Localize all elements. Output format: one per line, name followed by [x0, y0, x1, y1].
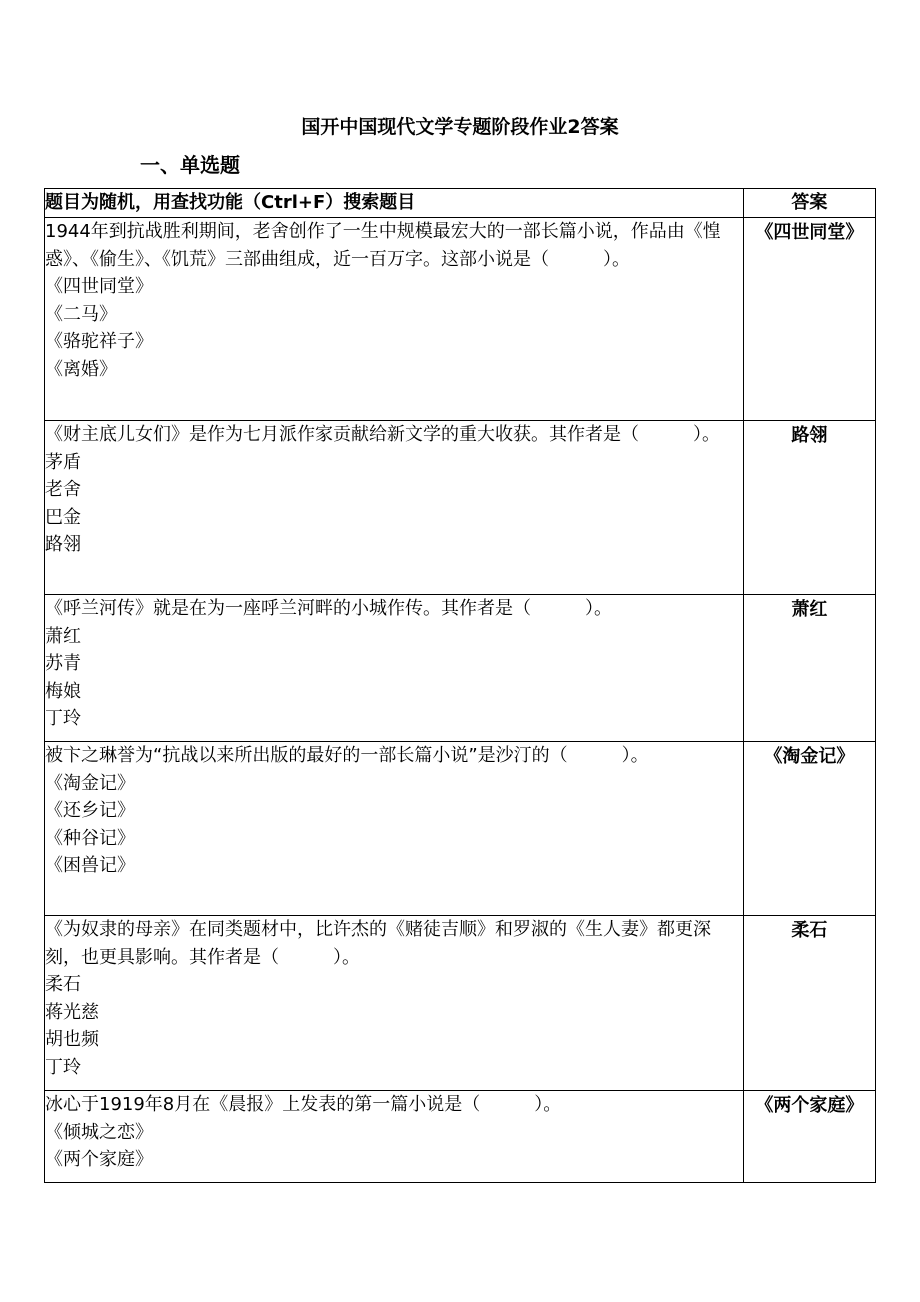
table-row	[45, 595, 876, 742]
question-cell	[45, 595, 744, 742]
question-text: 被卞之琳誉为“抗战以来所出版的最好的一部长篇小说”是沙汀的（ ）。	[45, 745, 649, 766]
question-cell	[45, 742, 744, 916]
option-text: 《倾城之恋》	[45, 1121, 153, 1143]
option-text: 《还乡记》	[45, 800, 135, 821]
question-cell	[45, 421, 744, 595]
question-cell	[45, 218, 744, 421]
option-text: 胡也频	[45, 1029, 99, 1050]
table-row	[45, 1091, 876, 1183]
answer-cell: 路翎	[743, 421, 875, 595]
table-row	[45, 916, 876, 1091]
option-text: 《种谷记》	[45, 827, 135, 849]
answer-cell: 萧红	[743, 595, 875, 742]
table-row	[45, 742, 876, 916]
answer-column-header: 答案	[743, 189, 875, 218]
option-text: 老舍	[45, 479, 81, 500]
question-column-header: 题目为随机，用查找功能（Ctrl+F）搜索题目	[45, 189, 744, 218]
table-row	[45, 218, 876, 421]
question-text: 《财主底儿女们》是作为七月派作家贡献给新文学的重大收获。其作者是（ ）。	[45, 424, 720, 445]
option-text: 茅盾	[45, 451, 81, 473]
option-text: 丁玲	[45, 708, 81, 729]
option-text: 巴金	[45, 506, 81, 528]
option-text: 《困兽记》	[45, 855, 135, 876]
answer-cell: 《四世同堂》	[743, 218, 875, 421]
option-text: 《二马》	[45, 303, 117, 325]
option-text: 《离婚》	[45, 358, 117, 380]
option-text: 萧红	[45, 625, 81, 647]
option-text: 《骆驼祥子》	[45, 331, 153, 352]
question-text: 《为奴隶的母亲》在同类题材中，比许杰的《赌徒吉顺》和罗淑的《生人妻》都更深刻，也更具影响。其作者是（ ）。	[45, 919, 711, 968]
document-title: 国开中国现代文学专题阶段作业2答案	[301, 116, 619, 138]
question-text: 《呼兰河传》就是在为一座呼兰河畔的小城作传。其作者是（ ）。	[45, 598, 612, 619]
option-text: 柔石	[45, 974, 81, 995]
option-text: 丁玲	[45, 1056, 81, 1078]
question-answer-table	[44, 188, 876, 1183]
section-heading: 一、单选题	[140, 153, 240, 177]
option-text: 路翎	[45, 534, 81, 555]
answer-cell: 柔石	[743, 916, 875, 1091]
question-cell	[45, 916, 744, 1091]
option-text: 《四世同堂》	[45, 276, 153, 297]
option-text: 《淘金记》	[45, 772, 135, 794]
table-row	[45, 421, 876, 595]
option-text: 苏青	[45, 653, 81, 674]
option-text: 梅娘	[45, 680, 81, 702]
question-cell	[45, 1091, 744, 1183]
option-text: 蒋光慈	[45, 1001, 99, 1023]
answer-cell: 《两个家庭》	[743, 1091, 875, 1183]
question-text: 冰心于1919年8月在《晨报》上发表的第一篇小说是（ ）。	[45, 1094, 562, 1115]
answer-cell: 《淘金记》	[743, 742, 875, 916]
option-text: 《两个家庭》	[45, 1149, 153, 1170]
question-text: 1944年到抗战胜利期间，老舍创作了一生中规模最宏大的一部长篇小说，作品由《惶惑》、《偷生》、《饥荒》三部曲组成，近一百万字。这部小说是（ ）。	[45, 221, 721, 270]
table-header-row	[45, 189, 876, 218]
